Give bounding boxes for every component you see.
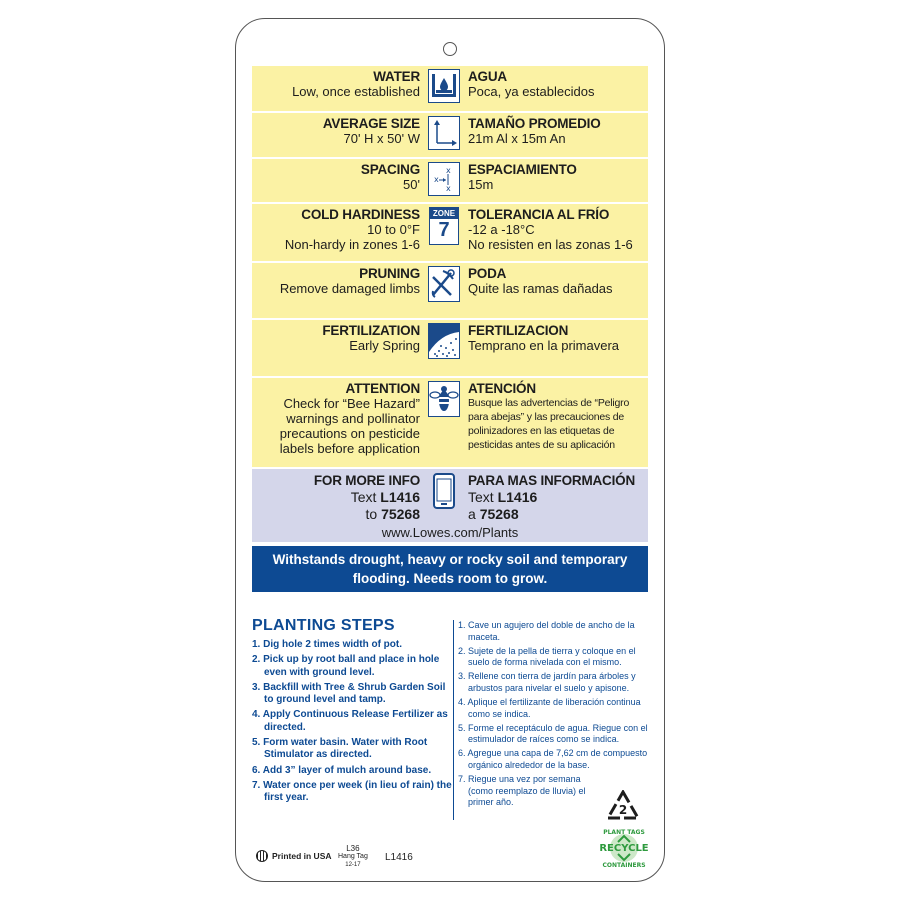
step-es-4: 4. Aplique el fertilizante de liberación continua como se indica. [458,697,641,719]
spacing-icon [428,162,460,196]
row-pruning [252,263,648,320]
pruning-text: Remove damaged limbs [279,281,420,296]
water-text: Low, once established [292,84,420,99]
atencion-text-4: pesticidas antes de su aplicación [468,439,615,451]
recycle-badge [598,826,650,870]
step-en-5: 5. Form water basin. Water with Root Stimulator as directed. [252,737,428,761]
step-es-6: 6. Agregue una capa de 7,62 cm de compuesto orgánico alrededor de la base. [458,748,648,771]
tolerancia-title: TOLERANCIA AL FRÍO [468,207,610,222]
globe-icon [256,850,268,862]
poda-text: Quite las ramas dañadas [468,281,613,296]
attention-text-4: labels before application [279,441,420,456]
tamano-title: TAMAÑO PROMEDIO [468,116,601,131]
tolerancia-text-2: No resisten en las zonas 1-6 [468,237,633,252]
attention-title: ATTENTION [345,381,420,396]
pruning-shears-icon [428,266,460,302]
printed-text: Printed in USA [272,851,332,861]
pruning-title: PRUNING [359,266,420,281]
hang-hole [443,42,457,56]
step-es-1: 1. Cave un agujero del doble de ancho de la maceta. [458,620,635,642]
fertilization-text: Early Spring [349,338,420,353]
size-text: 70' H x 50' W [343,131,420,146]
atencion-text-2: para abejas” y las precauciones de [468,411,625,423]
poda-title: PODA [468,266,507,281]
code-2: Hang Tag [338,853,368,860]
size-arrows-icon [428,116,460,150]
planting-steps-en [252,639,452,808]
step-es-7: 7. Riegue una vez por semana (como reemplazo de lluvia) el primer año. [458,774,586,808]
tag-id: L1416 [385,852,413,863]
fertilizer-icon [428,323,460,359]
fertilization-title: FERTILIZATION [322,323,420,338]
care-grid [252,66,648,542]
agua-text: Poca, ya establecidos [468,84,595,99]
fertilizacion-text: Temprano en la primavera [468,338,620,353]
info-title: FOR MORE INFO [313,473,420,488]
banner-line-2: flooding. Needs room to grow. [352,571,548,586]
atencion-text-3: polinizadores en las etiquetas de [468,425,615,437]
recycle-triangle-icon [605,790,641,822]
badge-mid: RECYCLE [599,843,649,854]
info-es-title: PARA MAS INFORMACIÓN [468,473,635,488]
zone-number: 7 [438,219,450,241]
spacing-text: 50' [403,177,420,192]
row-size [252,113,648,159]
tolerancia-text-1: -12 a -18°C [468,222,535,237]
info-code: L1416 [380,489,420,505]
cold-text-2: Non-hardy in zones 1-6 [284,237,420,252]
water-title: WATER [373,69,420,84]
svg-text:x: x [446,184,451,193]
attention-text-2: warnings and pollinator [286,411,420,426]
svg-text:x: x [434,175,439,184]
step-es-3: 3. Rellene con tierra de jardín para árboles y arbustos para nivelar el suelo y apisone. [458,671,636,693]
espaciamiento-text: 15m [468,177,494,192]
step-es-2: 2. Sujete de la pella de tierra y coloque en el suelo de forma nivelada con el mismo. [458,645,636,668]
badge-bottom: CONTAINERS [602,862,646,869]
phone-icon [429,472,459,510]
step-en-2: 2. Pick up by root ball and place in hole even with ground level. [252,654,440,678]
attention-text-3: precautions on pesticide [279,426,420,441]
attention-text-1: Check for “Bee Hazard” [283,396,420,411]
code-3: 12-17 [345,862,361,868]
row-cold-hardiness [252,204,648,263]
espaciamiento-title: ESPACIAMIENTO [468,162,577,177]
spacing-title: SPACING [360,162,420,177]
row-attention [252,378,648,469]
step-en-7: 7. Water once per week (in lieu of rain) the first year. [252,779,452,804]
cold-title: COLD HARDINESS [301,207,420,222]
bee-icon [428,381,460,417]
fertilizacion-title: FERTILIZACION [468,323,569,338]
badge-top: PLANT TAGS [603,829,645,836]
atencion-title: ATENCIÓN [468,381,536,396]
agua-title: AGUA [468,69,507,84]
banner-line-1: Withstands drought, heavy or rocky soil and temporary [272,552,628,567]
planting-steps-title: PLANTING STEPS [252,617,395,634]
info-es-text-pre: Text [468,489,498,505]
row-water [252,66,648,113]
cold-text-1: 10 to 0°F [367,222,420,237]
zone-label: ZONE [430,208,458,219]
step-es-5: 5. Forme el receptáculo de agua. Riegue con el estimulador de raíces como se indica. [458,722,648,745]
website-link[interactable]: www.Lowes.com/Plants [252,525,648,542]
info-es-number: 75268 [479,506,519,522]
info-es-to: a [468,506,480,522]
info-text-pre: Text [350,489,381,505]
info-es-code: L1416 [497,489,538,505]
row-fertilization [252,320,648,378]
svg-text:x: x [446,166,451,175]
row-more-info [252,469,648,525]
code-1: L36 [346,844,360,853]
step-en-4: 4. Apply Continuous Release Fertilizer as directed. [252,709,448,733]
hang-tag-code [338,845,368,869]
step-en-3: 3. Backfill with Tree & Shrub Garden Soil to ground level and tamp. [252,681,446,706]
tamano-text: 21m Al x 15m An [468,131,566,146]
plant-feature-banner [252,546,648,592]
row-spacing [252,159,648,204]
atencion-text-1: Busque las advertencias de “Peligro [468,397,630,409]
size-title: AVERAGE SIZE [322,116,420,131]
recycle-number: 2 [618,803,628,817]
info-number: 75268 [381,506,420,522]
zone-icon [429,207,459,245]
info-to: to [365,506,382,522]
step-en-1: 1. Dig hole 2 times width of pot. [252,639,403,650]
printed-in-usa [256,850,332,862]
step-en-6: 6. Add 3” layer of mulch around base. [252,764,432,776]
watering-can-icon [428,69,460,103]
